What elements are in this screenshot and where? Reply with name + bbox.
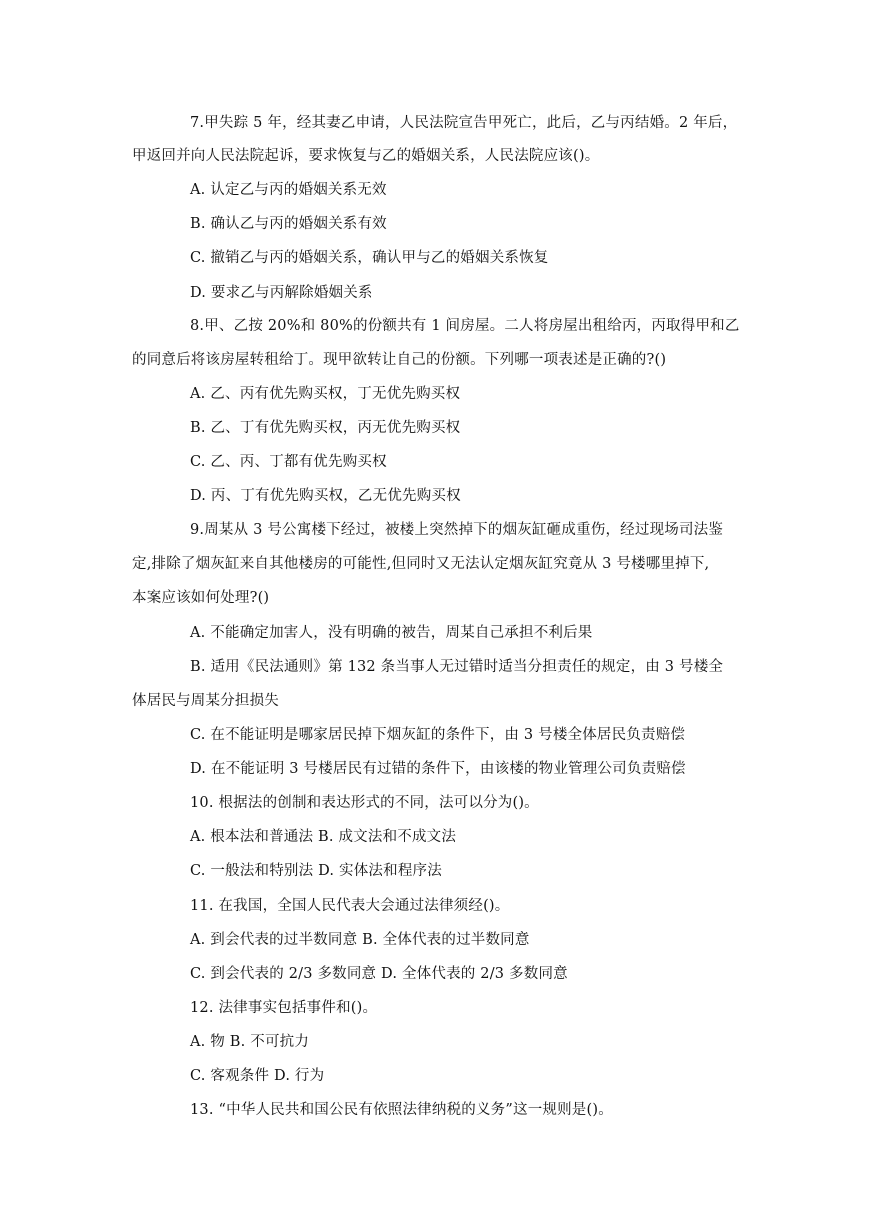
question-13-stem: 13. “中华人民共和国公民有依照法律纳税的义务”这一规则是()。 — [190, 1102, 613, 1118]
question-8-line-1: 8.甲、乙按 20%和 80%的份额共有 1 间房屋。二人将房屋出租给丙，丙取得甲和乙 — [190, 318, 740, 334]
question-9-option-c: C. 在不能证明是哪家居民掉下烟灰缸的条件下，由 3 号楼全体居民负责赔偿 — [190, 727, 686, 743]
question-9-option-b-line-2: 体居民与周某分担损失 — [132, 693, 279, 709]
question-12-options-cd: C. 客观条件 D. 行为 — [190, 1068, 325, 1084]
question-11-options-ab: A. 到会代表的过半数同意 B. 全体代表的过半数同意 — [190, 932, 530, 948]
question-9-line-1: 9.周某从 3 号公寓楼下经过，被楼上突然掉下的烟灰缸砸成重伤，经过现场司法鉴 — [190, 522, 724, 538]
question-11-stem: 11. 在我国，全国人民代表大会通过法律须经()。 — [190, 898, 510, 914]
question-9-line-2: 定,排除了烟灰缸来自其他楼房的可能性,但同时又无法认定烟灰缸究竟从 3 号楼哪里掉下, — [132, 556, 710, 572]
question-10-options-cd: C. 一般法和特别法 D. 实体法和程序法 — [190, 863, 442, 879]
question-8-option-a: A. 乙、丙有优先购买权，丁无优先购买权 — [190, 386, 461, 402]
question-11-options-cd: C. 到会代表的 2/3 多数同意 D. 全体代表的 2/3 多数同意 — [190, 966, 568, 982]
question-8-option-d: D. 丙、丁有优先购买权，乙无优先购买权 — [190, 488, 461, 504]
question-7-option-c: C. 撤销乙与丙的婚姻关系，确认甲与乙的婚姻关系恢复 — [190, 250, 549, 266]
question-9-option-b-line-1: B. 适用《民法通则》第 132 条当事人无过错时适当分担责任的规定，由 3 号楼全 — [190, 659, 724, 675]
question-8-option-b: B. 乙、丁有优先购买权，丙无优先购买权 — [190, 420, 461, 436]
question-7-option-d: D. 要求乙与丙解除婚姻关系 — [190, 285, 373, 301]
question-8-line-2: 的同意后将该房屋转租给丁。现甲欲转让自己的份额。下列哪一项表述是正确的?() — [132, 352, 667, 368]
question-9-option-d: D. 在不能证明 3 号楼居民有过错的条件下，由该楼的物业管理公司负责赔偿 — [190, 761, 686, 777]
question-7-line-2: 甲返回并向人民法院起诉，要求恢复与乙的婚姻关系，人民法院应该()。 — [132, 148, 600, 164]
question-9-line-3: 本案应该如何处理?() — [132, 590, 270, 606]
question-10-stem: 10. 根据法的创制和表达形式的不同，法可以分为()。 — [190, 795, 539, 811]
question-7-option-a: A. 认定乙与丙的婚姻关系无效 — [190, 182, 387, 198]
question-7-line-1: 7.甲失踪 5 年，经其妻乙申请，人民法院宣告甲死亡，此后，乙与丙结婚。2 年后， — [190, 115, 738, 131]
question-8-option-c: C. 乙、丙、丁都有优先购买权 — [190, 454, 387, 470]
question-12-options-ab: A. 物 B. 不可抗力 — [190, 1034, 310, 1050]
question-7-option-b: B. 确认乙与丙的婚姻关系有效 — [190, 216, 387, 232]
question-9-option-a: A. 不能确定加害人，没有明确的被告，周某自己承担不利后果 — [190, 625, 593, 641]
question-12-stem: 12. 法律事实包括事件和()。 — [190, 1000, 378, 1016]
question-10-options-ab: A. 根本法和普通法 B. 成文法和不成文法 — [190, 829, 457, 845]
